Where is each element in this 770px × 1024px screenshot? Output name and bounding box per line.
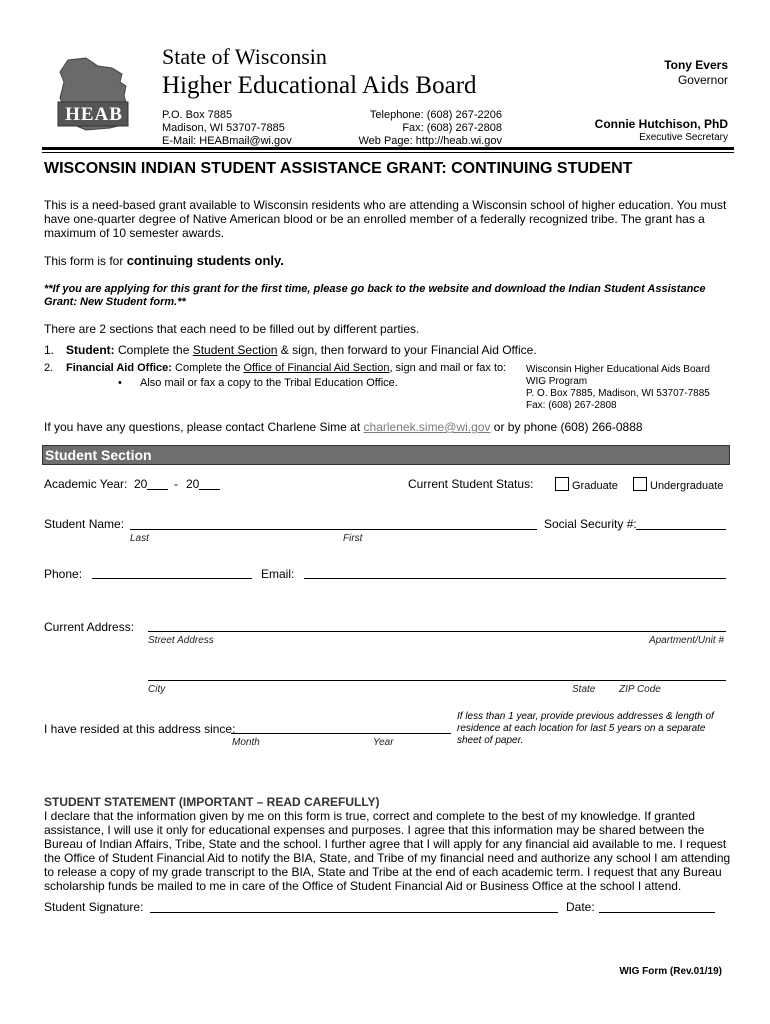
ssn-label: Social Security #:: [544, 517, 637, 531]
resided-note: If less than 1 year, provide previous addresses & length of residence at each location for last 5 years on a separate sheet of paper.: [457, 711, 714, 746]
status-label: Current Student Status:: [408, 477, 534, 491]
form-title: WISCONSIN INDIAN STUDENT ASSISTANCE GRANT: CONTINUING STUDENT: [44, 160, 633, 177]
resided-since-field[interactable]: [231, 733, 451, 734]
mail-to-line3: P. O. Box 7885, Madison, WI 53707-7885: [526, 388, 710, 399]
contact-post: or by phone (608) 266-0888: [490, 420, 643, 434]
item1-post: & sign, then forward to your Financial Aid Office.: [277, 343, 537, 357]
contact-email-link[interactable]: charlenek.sime@wi.gov: [363, 420, 491, 434]
year-start-field[interactable]: [147, 489, 168, 490]
undergraduate-option[interactable]: [633, 477, 723, 493]
student-section-link[interactable]: Student Section: [192, 343, 278, 357]
email-label: Email:: [261, 567, 295, 581]
month-caption: Month: [232, 737, 260, 748]
year-dash: -: [174, 477, 178, 491]
item2-post: , sign and mail or fax to:: [389, 362, 507, 374]
telephone: Telephone: (608) 267-2206: [369, 109, 502, 121]
email-field[interactable]: [304, 578, 726, 579]
form-for-line: [44, 254, 284, 268]
item1-num: 1.: [44, 343, 55, 357]
header-rule: [42, 147, 734, 150]
student-name-field[interactable]: [130, 529, 537, 530]
address-email: E-Mail: HEABmail@wi.gov: [162, 135, 292, 147]
agency-title: Higher Educational Aids Board: [162, 72, 477, 99]
contact-pre: If you have any questions, please contact Charlene Sime at: [44, 420, 364, 434]
address-city: Madison, WI 53707-7885: [162, 122, 285, 134]
form-for-prefix: This form is for: [44, 254, 127, 268]
item1-pre: Complete the: [114, 343, 193, 357]
new-student-note: **If you are applying for this grant for the first time, please go back to the website and download the Indian Student Assistance Grant: New Student form.**: [44, 283, 706, 308]
first-caption: First: [343, 533, 363, 544]
graduate-label: Graduate: [572, 480, 618, 492]
undergraduate-label: Undergraduate: [650, 480, 724, 492]
governor-name: Tony Evers: [664, 58, 728, 72]
year-end-field[interactable]: [199, 489, 220, 490]
date-field[interactable]: [599, 912, 715, 913]
undergraduate-checkbox[interactable]: [633, 477, 647, 491]
form-id: WIG Form (Rev.01/19): [619, 966, 722, 977]
apt-caption: Apartment/Unit #: [648, 635, 724, 646]
city-state-zip-field[interactable]: [148, 680, 726, 681]
graduate-option[interactable]: [555, 477, 618, 493]
secretary-title: Executive Secretary: [639, 132, 728, 143]
signature-field[interactable]: [150, 912, 558, 913]
bullet: •: [118, 377, 122, 389]
year-20a: 20: [134, 477, 148, 491]
state-caption: State: [572, 684, 596, 695]
resided-label: I have resided at this address since:: [44, 722, 236, 736]
street-address-field[interactable]: [148, 631, 726, 632]
statement-body: I declare that the information given by me on this form is true, correct and complete to the best of my knowledge. If granted assistance, I will use it only for educational expenses and purposes. I agree that this information may be shared between the Bureau of Indian Affairs, Tribe, State and the school. I further agree that I will apply for any financial aid available to me. I request the Office of Student Financial Aid to notify the BIA, State, and Tribe of my financial need and authorize any school I am attending to release a copy of my grade transcript to the BIA, State and Tribe at the end of each academic term. I request that any Bureau scholarship funds be mailed to me in care of the Office of Student Financial Aid or Business Office at the school I attend.: [44, 809, 731, 893]
year-caption: Year: [373, 737, 394, 748]
sections-text: There are 2 sections that each need to be filled out by different parties.: [44, 322, 420, 336]
state-title: State of Wisconsin: [162, 44, 327, 69]
last-caption: Last: [130, 533, 149, 544]
student-section-bar: [42, 445, 730, 465]
item2-sub-text: Also mail or fax a copy to the Tribal Education Office.: [140, 377, 398, 389]
mail-to-line4: Fax: (608) 267-2808: [526, 400, 617, 411]
item2-pre: Complete the: [171, 362, 244, 374]
address-label: Current Address:: [44, 620, 135, 634]
governor-title: Governor: [677, 73, 728, 87]
statement-heading: STUDENT STATEMENT (IMPORTANT – READ CAREFULLY): [44, 795, 380, 809]
mail-to-line2: WIG Program: [526, 376, 588, 387]
student-section-heading: Student Section: [45, 447, 152, 463]
item2-subitem: [118, 377, 398, 390]
zip-caption: ZIP Code: [619, 684, 661, 695]
header-rule-thin: [42, 152, 734, 153]
secretary-name: Connie Hutchison, PhD: [594, 117, 728, 131]
street-caption: Street Address: [148, 635, 214, 646]
graduate-checkbox[interactable]: [555, 477, 569, 491]
signature-label: Student Signature:: [44, 900, 144, 914]
financial-aid-section-link[interactable]: Office of Financial Aid Section: [243, 362, 390, 374]
logo-text: HEAB: [65, 104, 123, 125]
academic-year-label: Academic Year:: [44, 477, 128, 491]
address-po: P.O. Box 7885: [162, 109, 233, 121]
heab-logo: [50, 52, 136, 136]
item1-label: Student:: [66, 343, 115, 357]
city-caption: City: [148, 684, 166, 695]
date-label: Date:: [566, 900, 595, 914]
form-for-bold: continuing students only.: [126, 253, 284, 268]
mail-to-line1: Wisconsin Higher Educational Aids Board: [526, 364, 710, 375]
instruction-item-2: [44, 362, 506, 375]
phone-label: Phone:: [44, 567, 83, 581]
ssn-field[interactable]: [636, 529, 726, 530]
phone-field[interactable]: [92, 578, 252, 579]
item2-label: Financial Aid Office:: [66, 362, 172, 374]
web-page: Web Page: http://heab.wi.gov: [358, 135, 502, 147]
instruction-item-1: [44, 343, 537, 357]
contact-line: [44, 420, 643, 434]
fax: Fax: (608) 267-2808: [402, 122, 502, 134]
year-20b: 20: [186, 477, 200, 491]
item2-num: 2.: [44, 362, 54, 374]
intro-paragraph: This is a need-based grant available to Wisconsin residents who are attending a Wisconsin school of higher education. You must have one-quarter degree of Native American blood or be an enrolled member of a federally recognized tribe. The grant has a maximum of 10 semester awards.: [44, 198, 727, 240]
name-label: Student Name:: [44, 517, 125, 531]
